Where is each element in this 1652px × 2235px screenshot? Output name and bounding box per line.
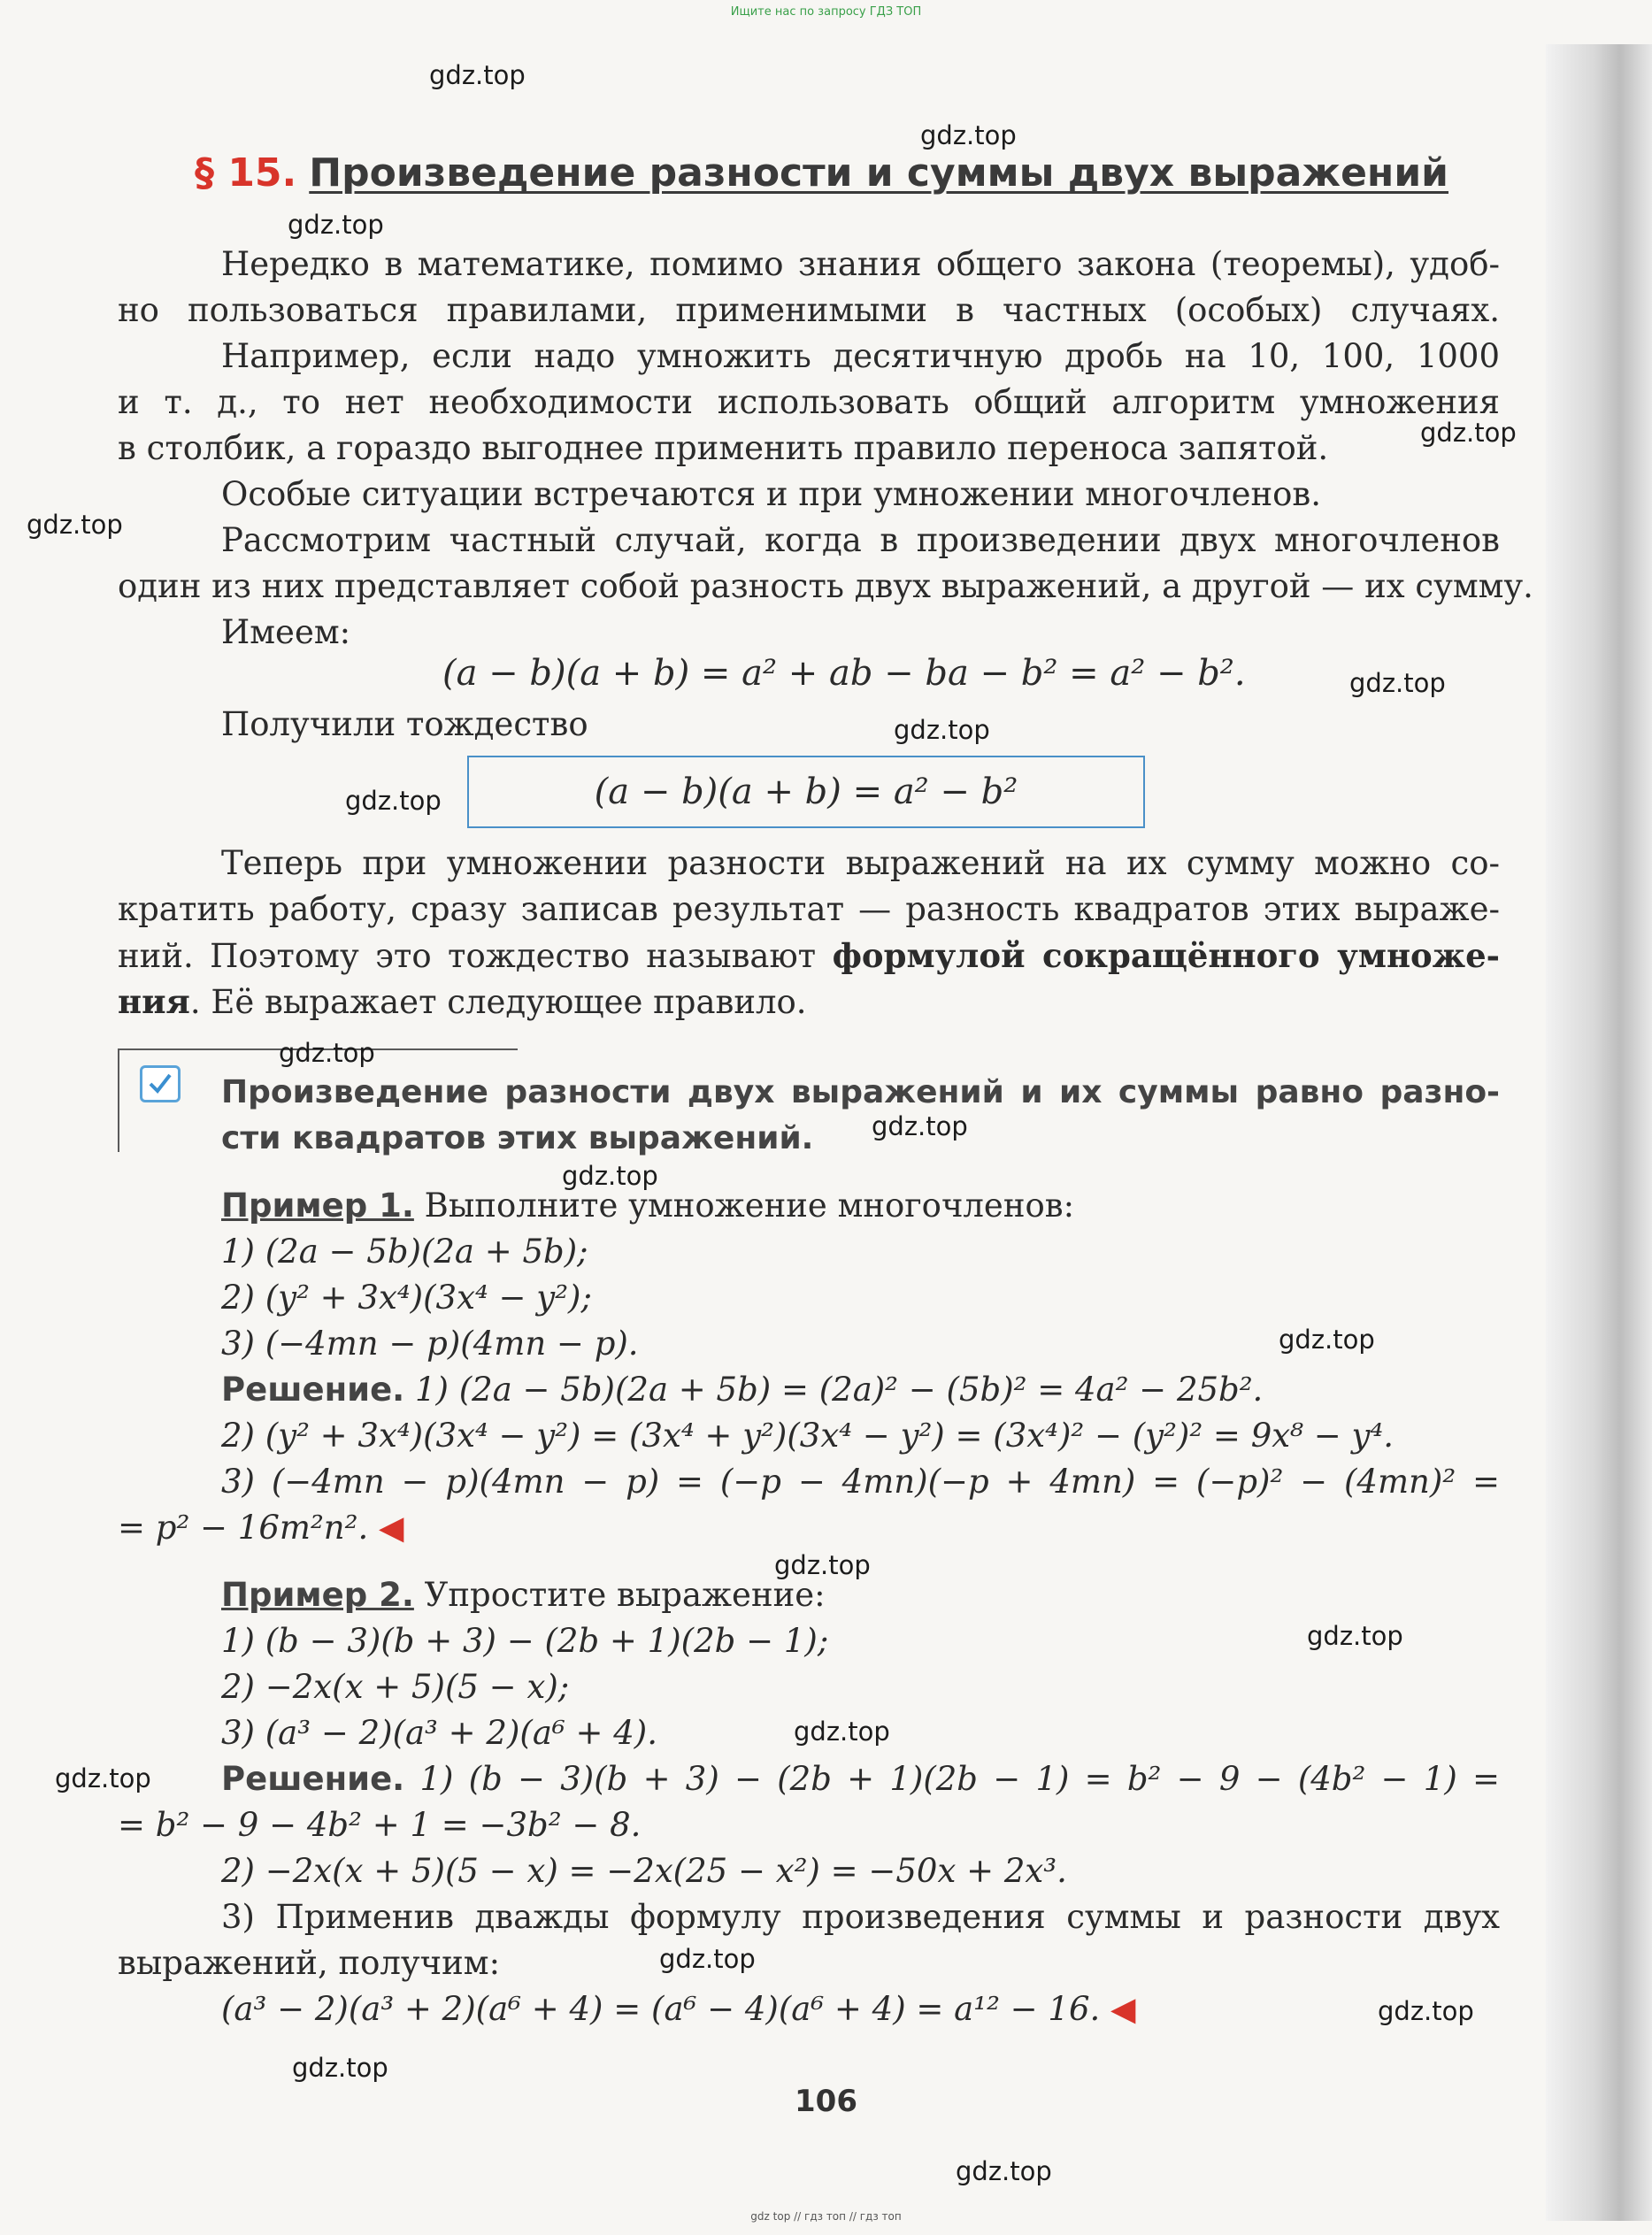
watermark: gdz.top [288, 210, 384, 240]
identity-box [467, 756, 1145, 828]
watermark: gdz.top [659, 1944, 756, 1974]
watermark: gdz.top [55, 1763, 151, 1793]
watermark: gdz.top [894, 715, 990, 745]
solution-line: 2) −2x(x + 5)(5 − x) = −2x(25 − x²) = −50x + 2x³. [221, 1852, 1067, 1890]
watermark: gdz.top [279, 1038, 375, 1068]
checkmark-glyph [142, 1068, 178, 1100]
end-marker-icon: ◀ [1110, 1990, 1136, 2028]
watermark: gdz.top [292, 2053, 388, 2083]
paragraph-line: кратить работу, сразу записав результат — разность квадратов этих выраже- [118, 890, 1500, 928]
paragraph-line: Теперь при умножении разности выражений на их сумму можно со- [221, 844, 1500, 882]
watermark: gdz.top [1420, 418, 1517, 448]
paragraph-line: и т. д., то нет необходимости использовать общий алгоритм умножения [118, 383, 1500, 421]
rule-line: Произведение разности двух выражений и их суммы равно разно- [221, 1074, 1500, 1110]
example-item: 2) (y² + 3x⁴)(3x⁴ − y²); [221, 1279, 592, 1317]
formula-expansion: (a − b)(a + b) = a² + ab − ba − b² = a² − b². [442, 653, 1246, 694]
solution-line [221, 1756, 1500, 1802]
paragraph-line: но пользоваться правилами, применимыми в частных (особых) случаях. [118, 291, 1500, 329]
paragraph-line: в столбик, а гораздо выгоднее применить правило переноса запятой. [118, 429, 1329, 467]
solution-math: 1) (b − 3)(b + 3) − (2b + 1)(2b − 1) = b² − 9 − (4b² − 1) = [404, 1760, 1500, 1798]
top-note: Ищите нас по запросу ГДЗ ТОП [730, 5, 922, 19]
paragraph-text: ний. Поэтому это тождество называют [118, 937, 833, 975]
example-item: 3) (a³ − 2)(a³ + 2)(a⁶ + 4). [221, 1714, 657, 1752]
term-bold: формулой сокращённого умноже- [832, 936, 1500, 975]
bottom-note: gdz top // гдз топ // гдз топ [750, 2210, 902, 2223]
term-bold: ния [118, 982, 190, 1021]
paragraph-line: Нередко в математике, помимо знания общего закона (теоремы), удоб- [221, 245, 1500, 283]
solution-line: 3) Применив дважды формулу произведения суммы и разности двух [221, 1898, 1500, 1936]
end-marker-icon: ◀ [379, 1509, 404, 1547]
solution-line [118, 1505, 1500, 1551]
example-item: 1) (2a − 5b)(2a + 5b); [221, 1233, 588, 1271]
paragraph-line: Имеем: [221, 613, 351, 651]
solution-line [221, 1986, 1500, 2032]
solution-label: Решение. [221, 1760, 405, 1798]
example-task: Выполните умножение многочленов: [413, 1187, 1075, 1225]
solution-line: = b² − 9 − 4b² + 1 = −3b² − 8. [118, 1806, 642, 1844]
section-title-text: Произведение разности и суммы двух выражений [309, 150, 1448, 196]
paragraph-line: один из них представляет собой разность двух выражений, а другой — их сумму. [118, 567, 1533, 605]
section-title [195, 150, 1448, 196]
paragraph-text: . Её выражает следующее правило. [189, 983, 807, 1021]
solution-math: = p² − 16m²n². [118, 1509, 369, 1547]
solution-line [221, 1367, 1500, 1413]
solution-math: (a³ − 2)(a³ + 2)(a⁶ + 4) = (a⁶ − 4)(a⁶ + 4) = a¹² − 16. [221, 1990, 1101, 2028]
example-label: Пример 2. [221, 1576, 414, 1614]
identity-formula: (a − b)(a + b) = a² − b² [594, 772, 1018, 812]
solution-line: выражений, получим: [118, 1944, 501, 1982]
watermark: gdz.top [774, 1550, 871, 1580]
paragraph-line: Рассмотрим частный случай, когда в произведении двух многочленов [221, 521, 1500, 559]
solution-line: 3) (−4mn − p)(4mn − p) = (−p − 4mn)(−p + 4mn) = (−p)² − (4mn)² = [221, 1463, 1500, 1501]
page-number: 106 [795, 2084, 857, 2119]
example-heading [221, 1183, 1500, 1229]
solution-math: 1) (2a − 5b)(2a + 5b) = (2a)² − (5b)² = 4a² − 25b². [404, 1371, 1264, 1409]
solution-label: Решение. [221, 1371, 405, 1409]
solution-line: 2) (y² + 3x⁴)(3x⁴ − y²) = (3x⁴ + y²)(3x⁴ − y²) = (3x⁴)² − (y²)² = 9x⁸ − y⁴. [221, 1417, 1394, 1455]
watermark: gdz.top [1307, 1621, 1403, 1651]
example-label: Пример 1. [221, 1187, 414, 1225]
paragraph-line: Например, если надо умножить десятичную дробь на 10, 100, 1000 [221, 337, 1500, 375]
watermark: gdz.top [1279, 1325, 1375, 1355]
watermark: gdz.top [1378, 1996, 1474, 2026]
paragraph-line: Получили тождество [221, 705, 588, 743]
checkmark-icon [140, 1065, 181, 1102]
paragraph-line [118, 979, 1500, 1025]
watermark: gdz.top [956, 2156, 1052, 2186]
example-item: 3) (−4mn − p)(4mn − p). [221, 1325, 639, 1363]
example-task: Упростите выражение: [413, 1576, 826, 1614]
watermark: gdz.top [27, 510, 123, 540]
watermark: gdz.top [920, 120, 1017, 150]
example-item: 2) −2x(x + 5)(5 − x); [221, 1668, 570, 1706]
watermark: gdz.top [429, 60, 526, 90]
watermark: gdz.top [1349, 668, 1446, 698]
paragraph-line [118, 933, 1500, 979]
rule-line: сти квадратов этих выражений. [221, 1120, 814, 1156]
section-number: § 15. [195, 150, 297, 196]
example-item: 1) (b − 3)(b + 3) − (2b + 1)(2b − 1); [221, 1622, 829, 1660]
watermark: gdz.top [345, 786, 442, 816]
paragraph-line: Особые ситуации встречаются и при умножении многочленов. [221, 475, 1322, 513]
watermark: gdz.top [794, 1717, 890, 1747]
watermark: gdz.top [872, 1111, 968, 1141]
watermark: gdz.top [562, 1161, 658, 1191]
book-spine-shadow [1546, 44, 1652, 2221]
